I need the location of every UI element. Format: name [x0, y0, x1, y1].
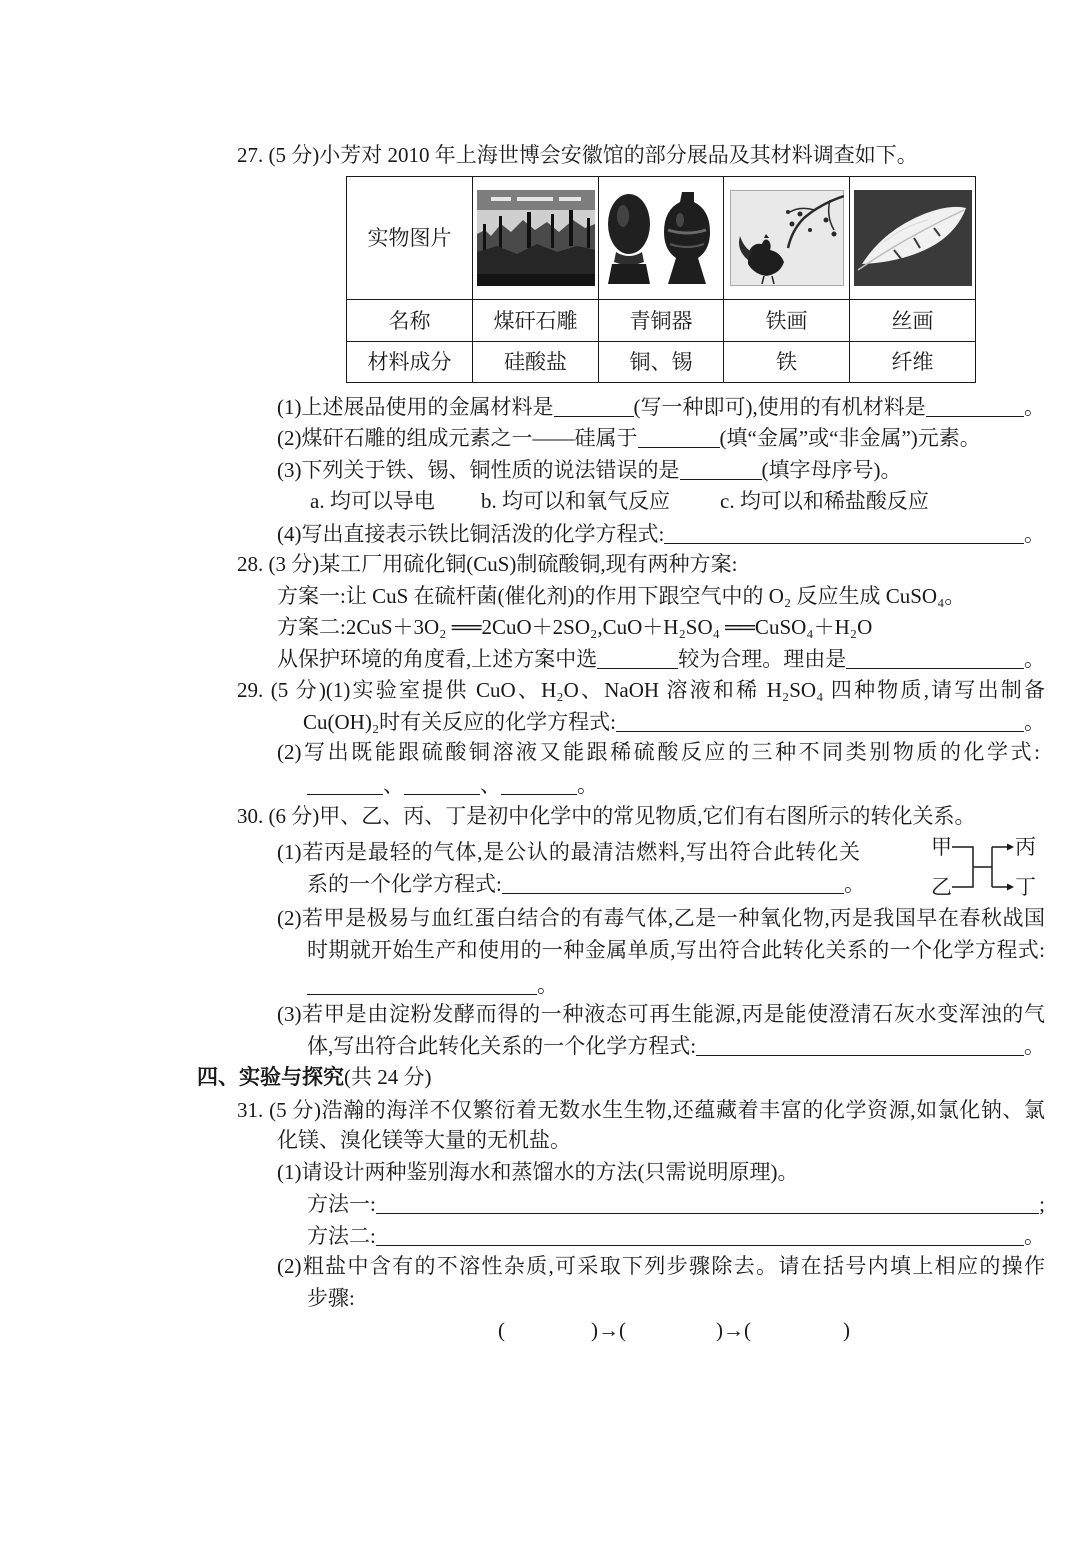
end-punctuation: 。: [537, 973, 558, 997]
section-score-note: (共 24 分): [344, 1065, 432, 1089]
answer-blank: [376, 1190, 1039, 1214]
exhibit-name: 铁画: [724, 300, 850, 342]
diagram-label-jia: 甲: [931, 835, 952, 859]
q27-part3-text: (3)下列关于铁、锡、铜性质的说法错误的是: [277, 458, 680, 482]
exhibit-photo-cell: [724, 177, 850, 300]
end-punctuation: 。: [1024, 1224, 1045, 1248]
q27-part3: [277, 456, 902, 484]
q27-part4: [277, 520, 1045, 548]
diagram-connector-arrows: [952, 835, 1016, 899]
q29-line2-text: Cu(OH)₂时有关反应的化学方程式:: [303, 710, 616, 734]
exhibit-photo-cell: [850, 177, 976, 300]
answer-blank: [307, 771, 383, 795]
method-label: 方法二:: [307, 1224, 376, 1248]
row-label-name: 名称: [347, 300, 473, 342]
q30-part2-line2: 时期就开始生产和使用的一种金属单质,写出符合此转化关系的一个化学方程式:: [307, 938, 1045, 962]
q27-part3-text: (填字母序号)。: [761, 458, 902, 482]
answer-blank: [307, 971, 537, 995]
q28-plan2: 方案二:2CuS＋3O₂ ══2CuO＋2SO₂,CuO＋H₂SO₄ ══CuSO₄＋H₂O: [277, 615, 873, 639]
exhibit-name: 煤矸石雕: [473, 300, 599, 342]
q28-plan1: 方案一:让 CuS 在硫杆菌(催化剂)的作用下跟空气中的 O₂ 反应生成 CuSO₄。: [277, 584, 966, 608]
silk-painting-photo: [854, 190, 972, 286]
end-punctuation: 。: [1024, 395, 1045, 419]
answer-blank: [376, 1222, 1024, 1246]
exhibit-material: 纤维: [850, 342, 976, 383]
answer-blank: [680, 456, 762, 480]
option-a: a. 均可以导电: [310, 489, 435, 513]
q31-steps: [498, 1316, 850, 1344]
option-b: b. 均可以和氧气反应: [481, 489, 670, 513]
q29-line2: [303, 708, 1045, 736]
q31-part2-line1: (2)粗盐中含有的不溶性杂质,可采取下列步骤除去。请在括号内填上相应的操作: [277, 1254, 1045, 1278]
separator: 、: [480, 773, 501, 797]
diagram-label-bing: 丙: [1015, 835, 1036, 859]
q27-part4-text: (4)写出直接表示铁比铜活泼的化学方程式:: [277, 522, 665, 546]
option-c: c. 均可以和稀盐酸反应: [720, 489, 929, 513]
exhibit-photo-cell: [599, 177, 724, 300]
q30-part3-text: 体,写出符合此转化关系的一个化学方程式:: [307, 1034, 697, 1058]
end-punctuation: 。: [844, 872, 865, 896]
answer-blank: [664, 520, 1024, 544]
q30-part3-line1: (3)若甲是由淀粉发酵而得的一种液态可再生能源,丙是能使澄清石灰水变浑浊的气: [277, 1002, 1045, 1026]
section-heading: [197, 1063, 432, 1091]
q30-part2-line1: (2)若甲是极易与血红蛋白结合的有毒气体,乙是一种氧化物,丙是我国早在春秋战国: [277, 906, 1045, 930]
answer-blank: [597, 645, 678, 669]
q27-stem: 27. (5 分)小芳对 2010 年上海世博会安徽馆的部分展品及其材料调查如下。: [237, 143, 918, 167]
exhibit-table: [346, 176, 976, 383]
q31-part2-line2: 步骤:: [307, 1286, 355, 1310]
q28-question: [277, 645, 1045, 673]
q31-method2: [307, 1222, 1045, 1250]
q30-part1-text: 系的一个化学方程式:: [307, 872, 502, 896]
answer-blank: [616, 708, 1024, 732]
row-label-material: 材料成分: [347, 342, 473, 383]
method-label: 方法一:: [307, 1192, 376, 1216]
q30-part1-line2: [307, 870, 865, 898]
end-punctuation: 。: [577, 773, 598, 797]
exhibit-material: 硅酸盐: [473, 342, 599, 383]
diagram-label-ding: 丁: [1015, 875, 1036, 899]
answer-blank: [696, 1032, 1024, 1056]
q30-part2-line3: [307, 971, 558, 999]
exhibit-name: 丝画: [850, 300, 976, 342]
answer-blank: [554, 393, 634, 417]
row-label-photo: 实物图片: [347, 177, 473, 300]
answer-blank: [638, 424, 720, 448]
q29-line1: 29. (5 分)(1)实验室提供 CuO、H₂O、NaOH 溶液和稀 H₂SO₄ 四种物质,请写出制备: [237, 678, 1046, 702]
step-bracket: (: [498, 1318, 505, 1342]
exhibit-photo-cell: [473, 177, 599, 300]
q27-part1-text: (1)上述展品使用的金属材料是: [277, 395, 554, 419]
end-punctuation: ;: [1039, 1192, 1045, 1216]
q28-question-text: 从保护环境的角度看,上述方案中选: [277, 647, 598, 671]
q30-part1-line1: (1)若丙是最轻的气体,是公认的最清洁燃料,写出符合此转化关: [277, 840, 860, 864]
answer-blank: [846, 645, 1024, 669]
diagram-label-yi: 乙: [931, 875, 952, 899]
bronze-ware-photo: [602, 190, 720, 286]
end-punctuation: 。: [1024, 1034, 1045, 1058]
iron-painting-photo: [730, 190, 844, 286]
exhibit-material: 铁: [724, 342, 850, 383]
q27-part2: [277, 424, 981, 452]
answer-blank: [404, 771, 480, 795]
section-title: 四、实验与探究: [197, 1065, 344, 1089]
answer-blank: [502, 870, 844, 894]
q30-part3-line2: [307, 1032, 1045, 1060]
q30-stem: 30. (6 分)甲、乙、丙、丁是初中化学中的常见物质,它们有右图所示的转化关系。: [237, 804, 976, 828]
end-punctuation: 。: [1024, 710, 1045, 734]
separator: 、: [383, 773, 404, 797]
q31-method1: [307, 1190, 1045, 1218]
exhibit-material: 铜、锡: [599, 342, 724, 383]
step-bracket: ): [843, 1318, 850, 1342]
q28-stem: 28. (3 分)某工厂用硫化铜(CuS)制硫酸铜,现有两种方案:: [237, 552, 738, 576]
q31-line1: 31. (5 分)浩瀚的海洋不仅繁衍着无数水生生物,还蕴藏着丰富的化学资源,如氯化钠、氯: [237, 1098, 1045, 1122]
answer-blank: [501, 771, 577, 795]
q27-part1: [277, 393, 1045, 421]
q27-part2-text: (2)煤矸石雕的组成元素之一——硅属于: [277, 426, 638, 450]
step-link-arrow: )→(: [591, 1318, 626, 1342]
q31-part1-prompt: (1)请设计两种鉴别海水和蒸馏水的方法(只需说明原理)。: [277, 1160, 799, 1184]
q27-part1-text: (写一种即可),使用的有机材料是: [633, 395, 926, 419]
q31-line2: 化镁、溴化镁等大量的无机盐。: [277, 1128, 571, 1152]
q29-part2-blanks: [307, 771, 598, 799]
q27-part2-text: (填“金属”或“非金属”)元素。: [719, 426, 981, 450]
end-punctuation: 。: [1024, 647, 1045, 671]
q28-question-text: 较为合理。理由是: [678, 647, 847, 671]
answer-blank: [926, 393, 1024, 417]
coal-gangue-carving-photo: [477, 190, 595, 286]
end-punctuation: 。: [1024, 522, 1045, 546]
exhibit-name: 青铜器: [599, 300, 724, 342]
step-link-arrow: )→(: [716, 1318, 751, 1342]
q29-part2-prompt: (2)写出既能跟硫酸铜溶液又能跟稀硫酸反应的三种不同类别物质的化学式:: [277, 740, 1040, 764]
